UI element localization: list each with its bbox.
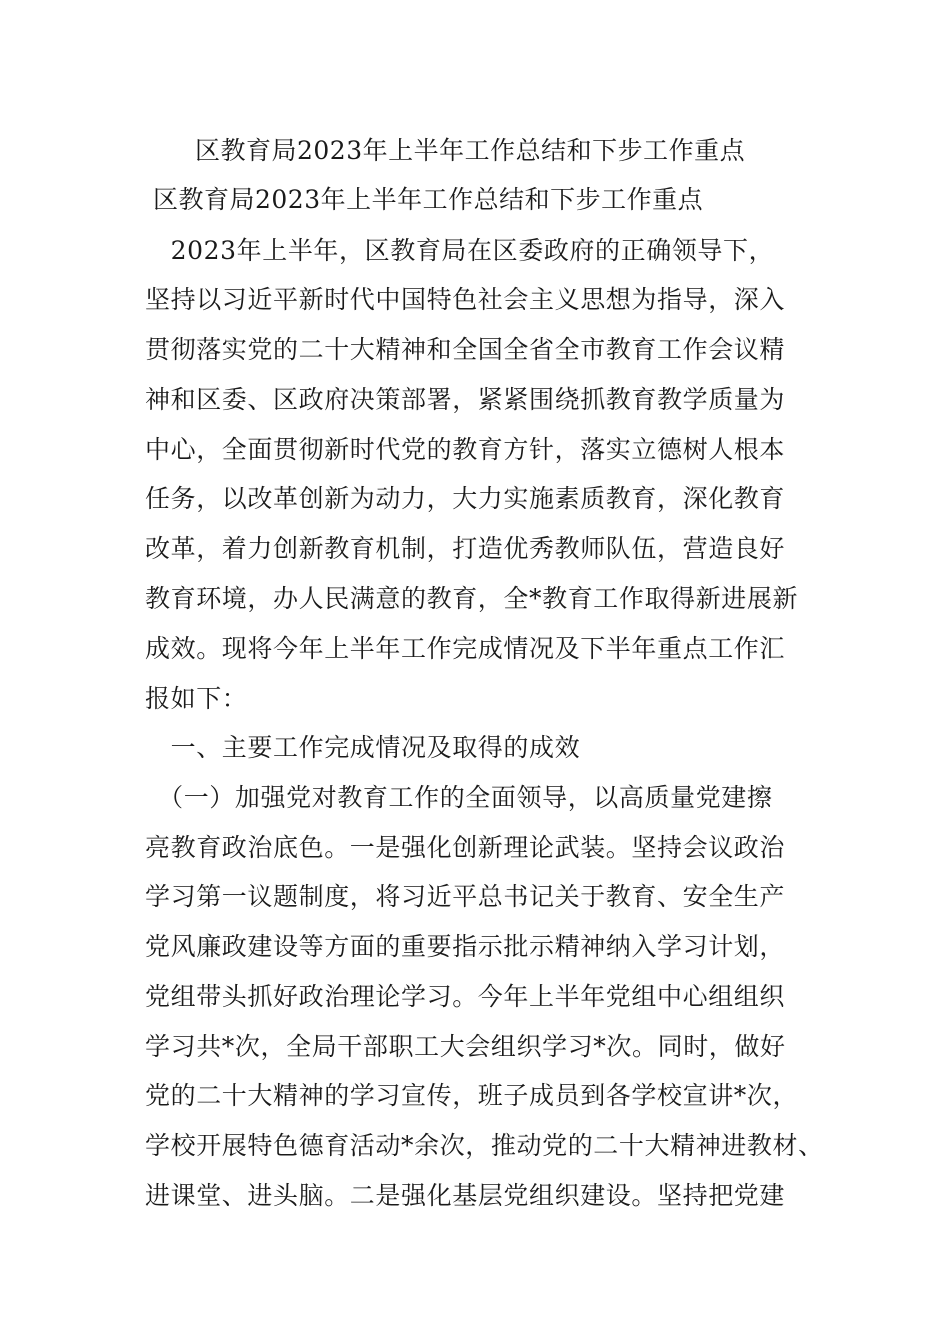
document-title: 区教育局2023年上半年工作总结和下步工作重点 <box>195 136 746 165</box>
paragraph-line: 成效。现将今年上半年工作完成情况及下半年重点工作汇 <box>145 634 786 663</box>
paragraph-line: 贯彻落实党的二十大精神和全国全省全市教育工作会议精 <box>145 335 786 364</box>
paragraph-line: 学校开展特色德育活动*余次，推动党的二十大精神进教材、 <box>145 1131 824 1160</box>
document-title-repeat: 区教育局2023年上半年工作总结和下步工作重点 <box>153 185 704 214</box>
paragraph-line: 任务，以改革创新为动力，大力实施素质教育，深化教育 <box>145 484 786 513</box>
paragraph-line: 亮教育政治底色。一是强化创新理论武装。坚持会议政治 <box>145 833 786 862</box>
paragraph-line: 2023年上半年，区教育局在区委政府的正确领导下， <box>145 236 775 265</box>
paragraph-line: 党风廉政建设等方面的重要指示批示精神纳入学习计划， <box>145 932 786 961</box>
section-heading: 一、主要工作完成情况及取得的成效 <box>145 733 581 762</box>
paragraph-line: 神和区委、区政府决策部署，紧紧围绕抓教育教学质量为 <box>145 385 786 414</box>
paragraph-line: 党组带头抓好政治理论学习。今年上半年党组中心组组织 <box>145 982 786 1011</box>
paragraph-line: （一）加强党对教育工作的全面领导，以高质量党建擦 <box>145 783 773 812</box>
paragraph-line: 坚持以习近平新时代中国特色社会主义思想为指导，深入 <box>145 285 786 314</box>
paragraph-line: 报如下： <box>145 684 248 713</box>
paragraph-line: 学习第一议题制度，将习近平总书记关于教育、安全生产 <box>145 882 786 911</box>
paragraph-line: 改革，着力创新教育机制，打造优秀教师队伍，营造良好 <box>145 534 786 563</box>
paragraph-line: 中心，全面贯彻新时代党的教育方针，落实立德树人根本 <box>145 435 786 464</box>
paragraph-line: 党的二十大精神的学习宣传，班子成员到各学校宣讲*次， <box>145 1081 799 1110</box>
paragraph-line: 进课堂、进头脑。二是强化基层党组织建设。坚持把党建 <box>145 1181 786 1210</box>
paragraph-line: 学习共*次，全局干部职工大会组织学习*次。同时，做好 <box>145 1032 786 1061</box>
paragraph-line: 教育环境，办人民满意的教育，全*教育工作取得新进展新 <box>145 584 799 613</box>
